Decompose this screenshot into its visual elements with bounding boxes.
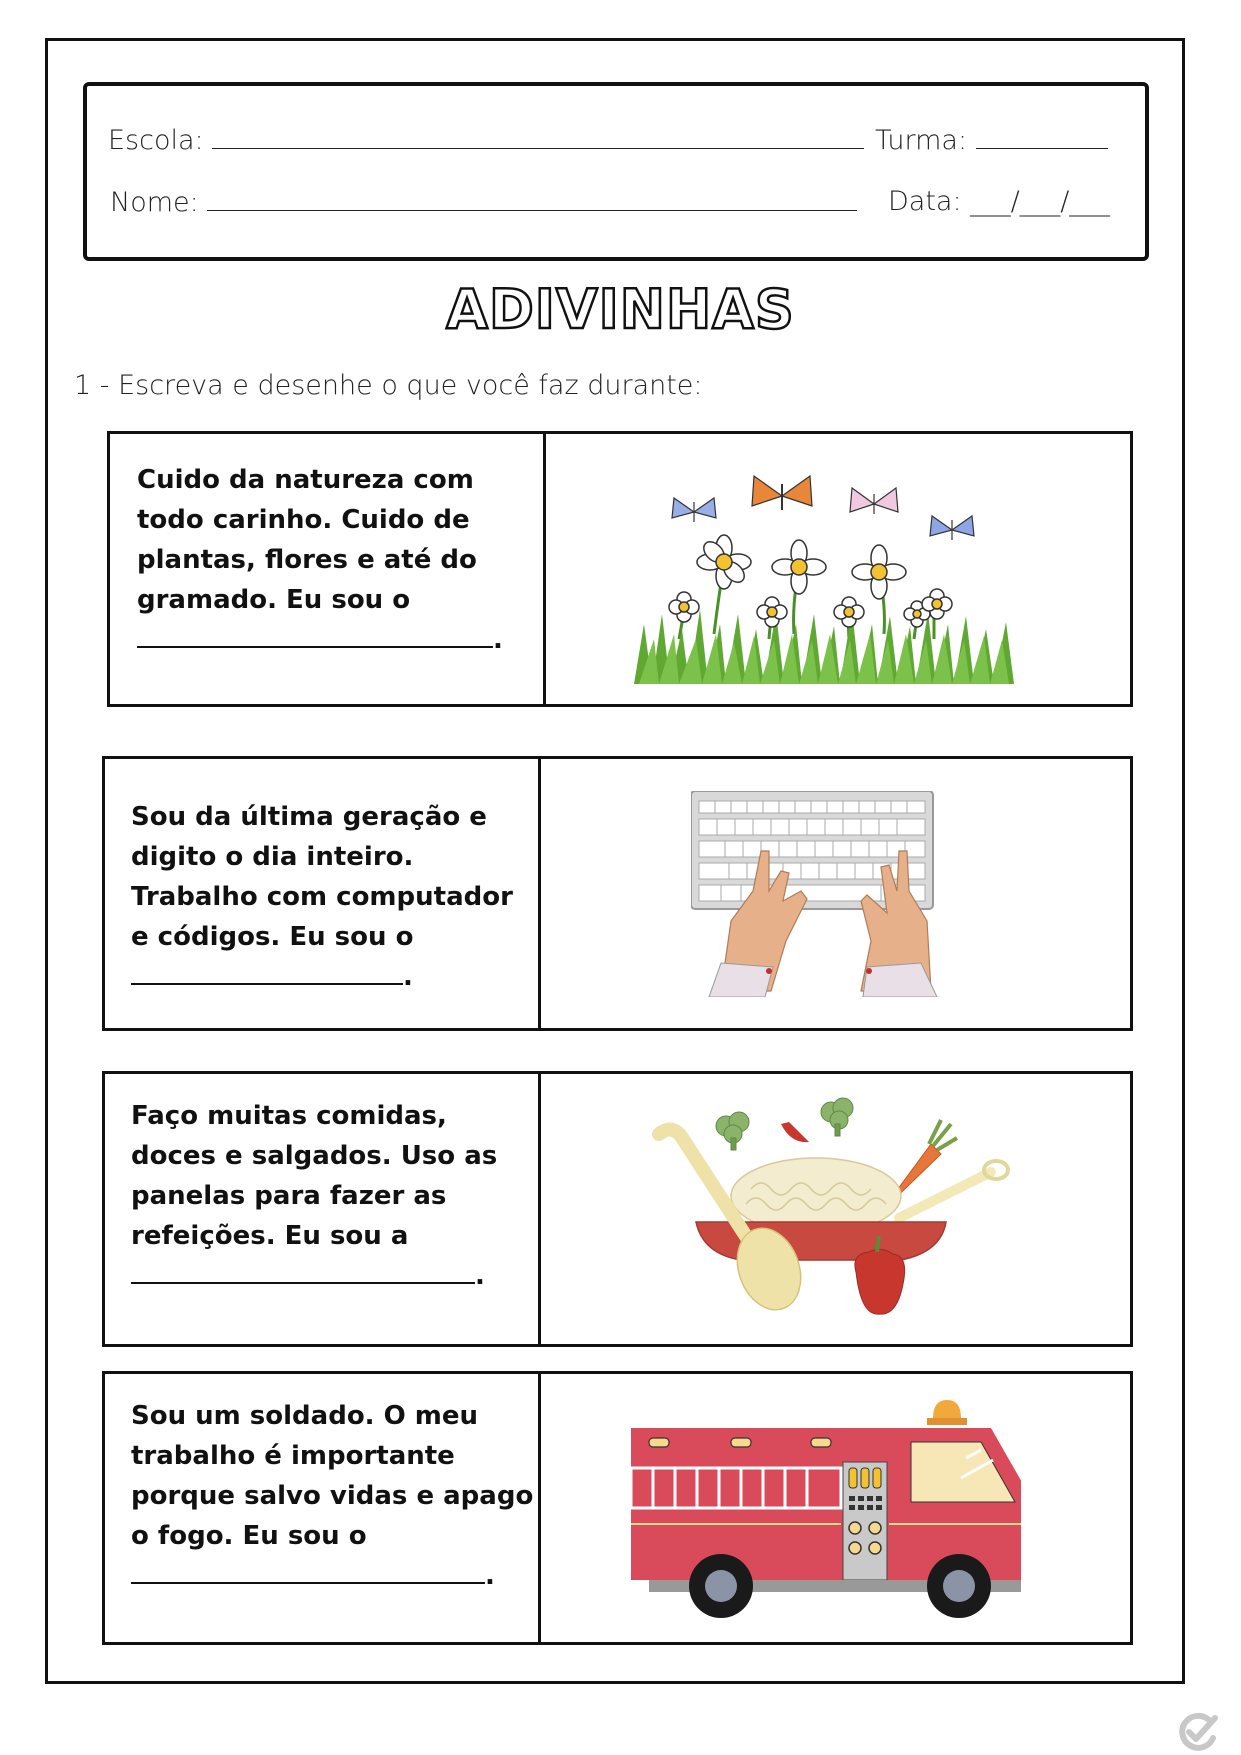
answer-blank[interactable] [131, 957, 403, 985]
answer-blank[interactable] [131, 1256, 475, 1284]
school-field[interactable] [108, 124, 864, 156]
riddle-card-1 [107, 431, 1133, 707]
riddle-text: Sou da última geração e digito o dia inteiro. Trabalho com computador e códigos. Eu sou o . [131, 802, 513, 992]
riddle-text-cell [105, 1374, 541, 1642]
answer-blank[interactable] [131, 1556, 485, 1584]
class-field[interactable] [875, 124, 1108, 156]
instruction-text: 1 - Escreva e desenhe o que você faz durante: [74, 370, 703, 401]
class-label: Turma: [875, 125, 968, 156]
name-blank[interactable] [207, 186, 857, 211]
riddle-card-2 [102, 756, 1133, 1031]
flowers-butterflies-icon [634, 474, 1014, 694]
school-label: Escola: [108, 125, 204, 156]
riddle-text-cell [105, 759, 541, 1028]
riddle-text: Sou um soldado. O meu trabalho é importante porque salvo vidas e apago o fogo. Eu sou o . [131, 1401, 534, 1591]
riddle-image-cell [541, 759, 1130, 1028]
riddle-text-cell [105, 1074, 541, 1344]
riddle-text: Faço muitas comidas, doces e salgados. Uso as panelas para fazer as refeições. Eu sou a . [131, 1101, 498, 1291]
date-field[interactable] [888, 186, 1110, 217]
riddle-image-cell [546, 434, 1130, 704]
student-info-box [83, 82, 1149, 261]
fire-truck-icon [621, 1398, 1021, 1628]
riddle-image-cell [541, 1074, 1130, 1344]
class-blank[interactable] [976, 124, 1108, 149]
riddle-image-cell [541, 1374, 1130, 1642]
riddle-text: Cuido da natureza com todo carinho. Cuido de plantas, flores e até do gramado. Eu sou o . [137, 465, 503, 655]
riddle-text-cell [110, 434, 546, 704]
riddle-card-3 [102, 1071, 1133, 1347]
name-label: Nome: [110, 187, 199, 218]
cooking-pan-icon [641, 1094, 1021, 1324]
date-label: Data: [888, 186, 962, 217]
answer-blank[interactable] [137, 620, 493, 648]
brand-logo-icon [1175, 1712, 1221, 1752]
school-blank[interactable] [212, 124, 864, 149]
name-field[interactable] [110, 186, 857, 218]
keyboard-hands-icon [691, 791, 971, 997]
page-title: ADIVINHAS [446, 278, 795, 341]
date-blanks[interactable]: ___/___/___ [970, 186, 1110, 217]
riddle-card-4 [102, 1371, 1133, 1645]
